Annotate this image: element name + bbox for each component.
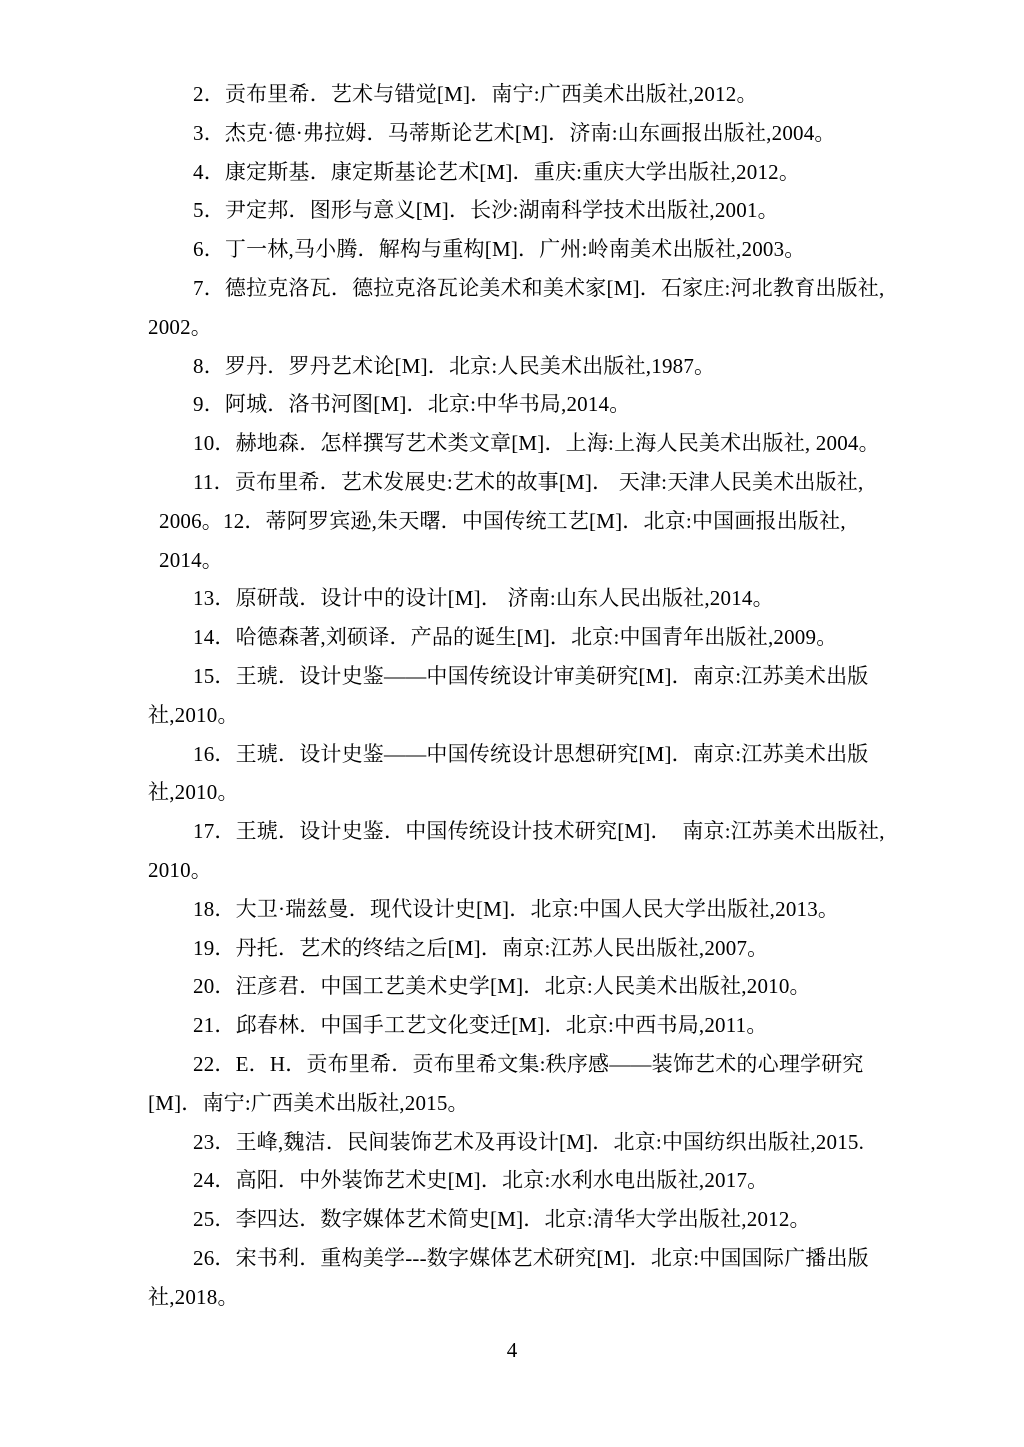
reference-line: 社,2010。 bbox=[148, 780, 239, 805]
reference-line: 4．康定斯基．康定斯基论艺术[M]．重庆:重庆大学出版社,2012。 bbox=[193, 159, 801, 184]
reference-line: 5．尹定邦．图形与意义[M]．长沙:湖南科学技术出版社,2001。 bbox=[193, 198, 779, 223]
reference-line: 11．贡布里希．艺术发展史:艺术的故事[M]． 天津:天津人民美术出版社, bbox=[193, 469, 864, 494]
reference-line: 16．王琥．设计史鉴——中国传统设计思想研究[M]．南京:江苏美术出版 bbox=[193, 741, 869, 766]
reference-line: 6．丁一林,马小腾．解构与重构[M]．广州:岭南美术出版社,2003。 bbox=[193, 237, 806, 262]
reference-line: 25．李四达．数字媒体艺术简史[M]．北京:清华大学出版社,2012。 bbox=[193, 1207, 811, 1232]
reference-line: 23．王峰,魏洁．民间装饰艺术及再设计[M]．北京:中国纺织出版社,2015. bbox=[193, 1129, 865, 1154]
reference-line: 18．大卫·瑞兹曼．现代设计史[M]．北京:中国人民大学出版社,2013。 bbox=[193, 896, 840, 921]
reference-line: [M]．南宁:广西美术出版社,2015。 bbox=[148, 1090, 469, 1115]
reference-line: 19．丹托．艺术的终结之后[M]．南京:江苏人民出版社,2007。 bbox=[193, 935, 769, 960]
references-list bbox=[148, 75, 910, 1317]
reference-line: 15．王琥．设计史鉴——中国传统设计审美研究[M]．南京:江苏美术出版 bbox=[193, 663, 869, 688]
reference-line: 10．赫地森．怎样撰写艺术类文章[M]．上海:上海人民美术出版社, 2004。 bbox=[193, 431, 880, 456]
reference-line: 21．邱春林．中国手工艺文化变迁[M]．北京:中西书局,2011。 bbox=[193, 1013, 768, 1038]
page-number: 4 bbox=[506, 1338, 518, 1362]
reference-line: 2010。 bbox=[148, 857, 212, 882]
reference-line: 7．德拉克洛瓦．德拉克洛瓦论美术和美术家[M]．石家庄:河北教育出版社, bbox=[193, 275, 885, 300]
reference-line: 社,2018。 bbox=[148, 1284, 239, 1309]
reference-line: 13．原研哉．设计中的设计[M]． 济南:山东人民出版社,2014。 bbox=[193, 586, 774, 611]
reference-line: 3．杰克·德·弗拉姆．马蒂斯论艺术[M]．济南:山东画报出版社,2004。 bbox=[193, 120, 836, 145]
reference-line: 17．王琥．设计史鉴．中国传统设计技术研究[M]． 南京:江苏美术出版社, bbox=[193, 819, 885, 844]
reference-line: 社,2010。 bbox=[148, 702, 239, 727]
reference-line: 9．阿城．洛书河图[M]．北京:中华书局,2014。 bbox=[193, 392, 631, 417]
reference-line: 14．哈德森著,刘硕译．产品的诞生[M]．北京:中国青年出版社,2009。 bbox=[193, 625, 838, 650]
reference-line: 2．贡布里希．艺术与错觉[M]．南宁:广西美术出版社,2012。 bbox=[193, 82, 758, 106]
reference-line: 2006。12．蒂阿罗宾逊,朱天曙．中国传统工艺[M]．北京:中国画报出版社, bbox=[159, 508, 846, 533]
reference-line: 2002。 bbox=[148, 314, 212, 339]
reference-line: 20．汪彦君．中国工艺美术史学[M]．北京:人民美术出版社,2010。 bbox=[193, 974, 811, 999]
reference-line: 2014。 bbox=[159, 547, 223, 572]
reference-line: 24．高阳．中外装饰艺术史[M]．北京:水利水电出版社,2017。 bbox=[193, 1168, 769, 1193]
reference-line: 22．E．H．贡布里希．贡布里希文集:秩序感——装饰艺术的心理学研究 bbox=[193, 1051, 864, 1076]
reference-line: 26．宋书利．重构美学---数字媒体艺术研究[M]．北京:中国国际广播出版 bbox=[193, 1245, 869, 1270]
reference-line: 8．罗丹．罗丹艺术论[M]．北京:人民美术出版社,1987。 bbox=[193, 353, 716, 378]
